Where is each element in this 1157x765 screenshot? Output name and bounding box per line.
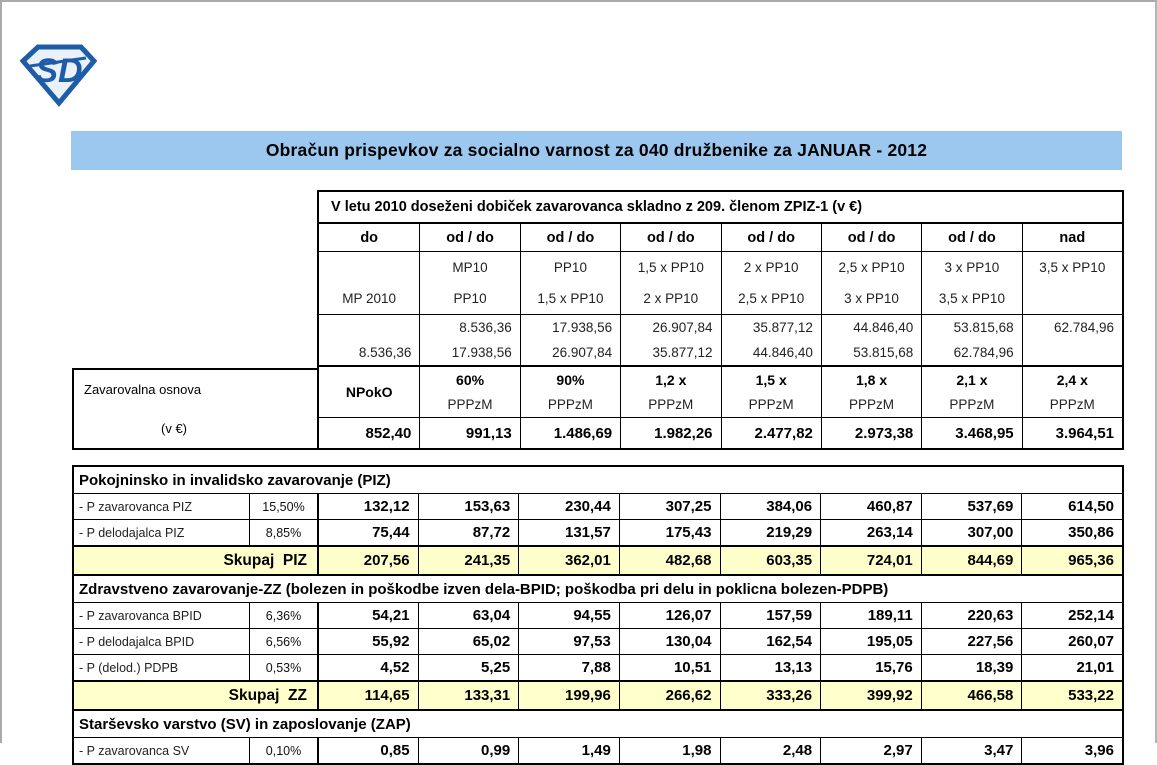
profit-multiplier-cell-line: 3,5 x PP10	[938, 290, 1005, 306]
total-value-cell: 844,69	[921, 547, 1022, 574]
contribution-value-cell: 350,86	[1021, 520, 1122, 545]
contribution-value-cell: 97,53	[518, 629, 619, 654]
contribution-value-cell: 4,52	[317, 655, 418, 680]
profit-amount-cell-line: 17.938,56	[451, 344, 512, 360]
contribution-value-cell: 2,97	[820, 738, 921, 763]
profit-multiplier-cell-line: 3 x PP10	[944, 259, 1000, 275]
profit-amount-row	[319, 314, 1122, 365]
profit-multiplier-cell	[721, 252, 821, 314]
total-value-cell: 362,01	[518, 547, 619, 574]
profit-range-cell: od / do	[520, 224, 620, 251]
total-value-cell: 207,56	[317, 547, 418, 574]
contribution-value-cell: 54,21	[317, 603, 418, 628]
contribution-row	[74, 654, 1122, 680]
profit-multiplier-cell	[620, 252, 720, 314]
contribution-value-cell: 10,51	[619, 655, 720, 680]
contribution-rate-cell: 6,56%	[249, 629, 317, 654]
section-title: Pokojninsko in invalidsko zavarovanje (PIZ)	[79, 471, 391, 489]
profit-amount-cell-line: 53.815,68	[853, 344, 914, 360]
profit-threshold-table	[317, 190, 1124, 450]
contribution-value-cell: 2,48	[720, 738, 821, 763]
contribution-value-cell: 153,63	[418, 494, 519, 519]
contributions-table	[72, 465, 1124, 765]
contribution-value-cell: 94,55	[518, 603, 619, 628]
profit-range-cell: od / do	[921, 224, 1021, 251]
profit-range-cell: od / do	[821, 224, 921, 251]
profit-multiplier-cell-line: MP10	[452, 259, 488, 275]
contribution-value-cell: 307,25	[619, 494, 720, 519]
document-title-banner	[71, 131, 1122, 170]
contribution-value-cell: 195,05	[820, 629, 921, 654]
base-value-cell: 3.964,51	[1022, 418, 1122, 448]
base-header-row	[319, 365, 1122, 417]
company-logo	[18, 42, 98, 108]
base-header-cell-line: PPPzM	[1049, 396, 1095, 412]
base-header-cell	[419, 367, 519, 417]
profit-range-row	[319, 222, 1122, 251]
contribution-value-cell: 55,92	[317, 629, 418, 654]
contribution-value-cell: 1,49	[518, 738, 619, 763]
logo-letters: SD	[35, 52, 83, 90]
contribution-value-cell: 537,69	[921, 494, 1022, 519]
contribution-value-cell: 219,29	[720, 520, 821, 545]
contribution-value-cell: 220,63	[921, 603, 1022, 628]
contribution-value-cell: 63,04	[418, 603, 519, 628]
insurance-base-unit: (v €)	[161, 421, 187, 436]
total-row	[74, 545, 1122, 574]
profit-amount-cell	[520, 315, 620, 365]
profit-amount-cell-line: 26.907,84	[552, 344, 613, 360]
base-value-cell: 2.973,38	[821, 418, 921, 448]
profit-multiplier-cell-line: 1,5 x PP10	[637, 259, 704, 275]
total-value-cell: 466,58	[921, 682, 1022, 709]
profit-multiplier-cell	[419, 252, 519, 314]
contribution-value-cell: 5,25	[418, 655, 519, 680]
contribution-rate-cell: 15,50%	[249, 494, 317, 519]
profit-amount-cell	[319, 315, 419, 365]
contribution-value-cell: 7,88	[518, 655, 619, 680]
contribution-value-cell: 227,56	[921, 629, 1022, 654]
profit-range-cell: nad	[1022, 224, 1122, 251]
profit-multiplier-cell-line: 3,5 x PP10	[1039, 259, 1106, 275]
profit-multiplier-cell-line: 1,5 x PP10	[537, 290, 604, 306]
profit-multiplier-cell	[520, 252, 620, 314]
total-label-cell: Skupaj PIZ	[223, 551, 307, 569]
profit-amount-cell-line: 8.536,36	[358, 344, 412, 360]
base-header-cell-line: 90%	[556, 371, 585, 388]
section-header-row	[74, 467, 1122, 493]
base-value-row	[319, 417, 1122, 448]
profit-multiplier-cell-line: 2 x PP10	[643, 290, 699, 306]
contribution-value-cell: 15,76	[820, 655, 921, 680]
profit-amount-cell	[419, 315, 519, 365]
profit-amount-cell-line: 17.938,56	[552, 319, 613, 335]
contribution-value-cell: 0,99	[418, 738, 519, 763]
insurance-base-label: Zavarovalna osnova	[84, 382, 202, 397]
profit-amount-cell-line: 35.877,12	[652, 344, 713, 360]
contribution-value-cell: 189,11	[820, 603, 921, 628]
base-header-cell-line: PPPzM	[849, 396, 895, 412]
profit-multiplier-cell	[1022, 252, 1122, 314]
total-value-cell: 724,01	[820, 547, 921, 574]
base-header-cell	[620, 367, 720, 417]
profit-header-cell: V letu 2010 doseženi dobiček zavarovanca skladno z 209. členom ZPIZ-1 (v €)	[331, 199, 863, 215]
contribution-value-cell: 3,96	[1021, 738, 1122, 763]
contribution-value-cell: 18,39	[921, 655, 1022, 680]
contribution-value-cell: 75,44	[317, 520, 418, 545]
base-header-cell	[520, 367, 620, 417]
contribution-value-cell: 260,07	[1021, 629, 1122, 654]
contribution-row	[74, 519, 1122, 545]
base-value-cell: 1.982,26	[620, 418, 720, 448]
profit-header-row	[319, 192, 1122, 222]
profit-multiplier-cell	[921, 252, 1021, 314]
total-value-cell: 399,92	[820, 682, 921, 709]
base-header-cell	[1022, 367, 1122, 417]
profit-multiplier-cell-line: 2,5 x PP10	[838, 259, 905, 275]
profit-amount-cell-line: 8.536,36	[459, 319, 512, 335]
profit-amount-cell	[921, 315, 1021, 365]
total-value-cell: 333,26	[720, 682, 821, 709]
profit-amount-cell-line: 53.815,68	[953, 319, 1014, 335]
profit-range-cell: od / do	[620, 224, 720, 251]
total-value-cell: 241,35	[418, 547, 519, 574]
profit-range-cell: do	[360, 229, 379, 246]
section-title: Zdravstveno zavarovanje-ZZ (bolezen in poškodbe izven dela-BPID; poškodba pri delu in poklicna bolezen-PDPB)	[79, 580, 889, 598]
section-header-row	[74, 709, 1122, 737]
contribution-rate-cell: 0,10%	[249, 738, 317, 763]
contribution-row	[74, 493, 1122, 519]
contribution-value-cell: 614,50	[1021, 494, 1122, 519]
profit-multiplier-cell-line: 2 x PP10	[743, 259, 799, 275]
contribution-value-cell: 157,59	[720, 603, 821, 628]
contribution-value-cell: 252,14	[1021, 603, 1122, 628]
sd-logo-icon	[18, 42, 98, 108]
contribution-value-cell: 126,07	[619, 603, 720, 628]
contribution-value-cell: 0,85	[317, 738, 418, 763]
contribution-value-cell: 384,06	[720, 494, 821, 519]
base-value-cell: 3.468,95	[921, 418, 1021, 448]
profit-multiplier-cell-line: PP10	[553, 259, 587, 275]
contribution-value-cell: 263,14	[820, 520, 921, 545]
contribution-value-cell: 87,72	[418, 520, 519, 545]
base-header-cell	[721, 367, 821, 417]
profit-amount-cell-line: 44.846,40	[853, 319, 914, 335]
profit-range-cell: od / do	[419, 224, 519, 251]
profit-multiplier-cell-line: PP10	[453, 290, 487, 306]
base-header-cell-line: PPPzM	[447, 396, 493, 412]
base-header-cell-line: 2,4 x	[1056, 371, 1088, 388]
total-value-cell: 114,65	[317, 682, 418, 709]
base-value-cell: 852,40	[365, 424, 412, 442]
base-header-cell-line: PPPzM	[648, 396, 694, 412]
base-header-cell-line: 60%	[456, 371, 485, 388]
contribution-label-cell: - P delodajalca PIZ	[79, 525, 185, 540]
base-header-cell-line: PPPzM	[949, 396, 995, 412]
profit-multiplier-cell-line: 2,5 x PP10	[738, 290, 805, 306]
base-header-cell-line: 2,1 x	[956, 371, 988, 388]
profit-multiplier-cell	[319, 252, 419, 314]
profit-amount-cell-line: 62.784,96	[1053, 319, 1114, 335]
contribution-value-cell: 307,00	[921, 520, 1022, 545]
contribution-value-cell: 175,43	[619, 520, 720, 545]
contribution-label-cell: - P (delod.) PDPB	[79, 660, 179, 675]
profit-amount-cell	[821, 315, 921, 365]
profit-range-cell: od / do	[721, 224, 821, 251]
document-title: Obračun prispevkov za socialno varnost za 040 družbenike za JANUAR - 2012	[265, 140, 928, 160]
profit-amount-cell-line: 26.907,84	[652, 319, 713, 335]
contribution-rate-cell: 0,53%	[249, 655, 317, 680]
total-value-cell: 533,22	[1021, 682, 1122, 709]
total-label-cell: Skupaj ZZ	[228, 686, 307, 704]
contribution-value-cell: 230,44	[518, 494, 619, 519]
base-header-cell	[921, 367, 1021, 417]
contribution-rate-cell: 6,36%	[249, 603, 317, 628]
total-value-cell: 199,96	[518, 682, 619, 709]
contribution-value-cell: 460,87	[820, 494, 921, 519]
total-value-cell: 133,31	[418, 682, 519, 709]
profit-multiplier-cell-line: MP 2010	[342, 290, 397, 306]
base-header-cell-line: 1,5 x	[755, 371, 787, 388]
insurance-base-label-box	[72, 368, 317, 450]
profit-amount-cell	[1022, 315, 1122, 365]
contribution-value-cell: 65,02	[418, 629, 519, 654]
contribution-value-cell: 1,98	[619, 738, 720, 763]
contribution-value-cell: 3,47	[921, 738, 1022, 763]
base-value-cell: 1.486,69	[520, 418, 620, 448]
total-value-cell: 965,36	[1021, 547, 1122, 574]
contribution-rate-cell: 8,85%	[249, 520, 317, 545]
base-header-cell-line: 1,8 x	[855, 371, 888, 388]
base-header-cell: NPokO	[345, 384, 393, 400]
contribution-value-cell: 131,57	[518, 520, 619, 545]
contribution-label-cell: - P delodajalca BPID	[79, 634, 195, 649]
base-header-cell	[821, 367, 921, 417]
contribution-row	[74, 628, 1122, 654]
total-row	[74, 680, 1122, 709]
base-header-cell-line: PPPzM	[748, 396, 794, 412]
contribution-label-cell: - P zavarovanca SV	[79, 743, 190, 758]
total-value-cell: 603,35	[720, 547, 821, 574]
total-value-cell: 482,68	[619, 547, 720, 574]
base-header-cell-line: 1,2 x	[655, 371, 687, 388]
contribution-value-cell: 132,12	[317, 494, 418, 519]
base-value-cell: 2.477,82	[721, 418, 821, 448]
profit-amount-cell	[620, 315, 720, 365]
contribution-label-cell: - P zavarovanca BPID	[79, 608, 202, 623]
contribution-row	[74, 602, 1122, 628]
profit-amount-cell-line: 44.846,40	[752, 344, 813, 360]
contribution-label-cell: - P zavarovanca PIZ	[79, 499, 193, 514]
profit-multiplier-cell-line: 3 x PP10	[844, 290, 899, 306]
profit-amount-cell-line: 35.877,12	[752, 319, 813, 335]
total-value-cell: 266,62	[619, 682, 720, 709]
contribution-value-cell: 13,13	[720, 655, 821, 680]
profit-multiplier-cell	[821, 252, 921, 314]
contribution-value-cell: 130,04	[619, 629, 720, 654]
section-header-row	[74, 574, 1122, 602]
profit-amount-cell	[721, 315, 821, 365]
contribution-value-cell: 162,54	[720, 629, 821, 654]
base-header-cell-line: PPPzM	[547, 396, 593, 412]
profit-amount-cell-line: 62.784,96	[953, 344, 1014, 360]
base-value-cell: 991,13	[419, 418, 519, 448]
contribution-row	[74, 737, 1122, 763]
section-title: Starševsko varstvo (SV) in zaposlovanje (ZAP)	[79, 715, 411, 733]
contribution-value-cell: 21,01	[1021, 655, 1122, 680]
profit-multiplier-row	[319, 251, 1122, 314]
